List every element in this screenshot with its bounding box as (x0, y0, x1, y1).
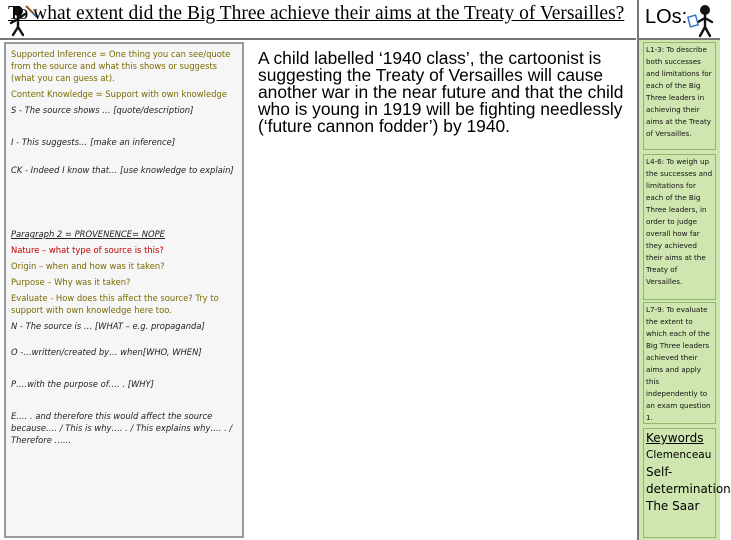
title-bar (0, 0, 636, 40)
los-label: LOs: (645, 6, 688, 28)
writing-guide-panel (4, 42, 244, 538)
content-knowledge-text: Content Knowledge = Support with own knowledge (11, 89, 227, 99)
i-line-text: I - This suggests… [make an inference] (11, 137, 176, 147)
supported-inference-text: Supported Inference = One thing you can see/quote from the source and what this shows or suggests (what you can guess at). (11, 49, 231, 83)
n-line-text: N - The source is … [WHAT – e.g. propaganda] (11, 321, 205, 331)
page-title: To what extent did the Big Three achieve their aims at the Treaty of Versailles? (8, 3, 625, 24)
ck-line-text: CK - Indeed I know that… [use knowledge to explain] (11, 165, 234, 175)
keywords-box (643, 428, 731, 538)
learning-objective-3: L7-9: To evaluate the extent to which each of the Big Three leaders achieved their aims and apply this independently to an exam question 1. (643, 302, 716, 424)
s-line-text: S - The source shows … [quote/description] (11, 105, 194, 115)
keyword-item: Self-determination (646, 465, 731, 496)
reading-figure-icon (685, 2, 719, 38)
nature-text: Nature – what type of source is this? (11, 245, 164, 255)
o-line-text: O -…written/created by… when[WHO, WHEN] (11, 347, 202, 357)
evaluate-text: Evaluate - How does this affect the source? Try to support with own knowledge here too. (11, 293, 219, 315)
paragraph2-heading: Paragraph 2 = PROVENENCE= NOPE (11, 229, 165, 239)
los-header (639, 0, 720, 40)
keyword-item: Clemenceau (646, 449, 712, 461)
source-analysis-text: A child labelled ‘1940 class’, the cartoonist is suggesting the Treaty of Versailles will cause another war in the near future and that the child who is young in 1919 will be fighting needlessly (‘future cannon fodder’) by 1940. (258, 48, 624, 136)
learning-objective-1: L1-3: To describe both successes and limitations for each of the Big Three leaders in achieving their aims at the Treaty of Versailles. (643, 42, 716, 150)
keywords-title: Keywords (646, 431, 704, 445)
p-line-text: P….with the purpose of…. . [WHY] (11, 379, 154, 389)
origin-text: Origin – when and how was it taken? (11, 261, 165, 271)
learning-objective-2: L4-6: To weigh up the successes and limitations for each of the Big Three leaders, in order to judge overall how far they achieved their aims at the Treaty of Versailles. (643, 154, 716, 300)
keyword-item: The Saar (646, 499, 700, 513)
purpose-text: Purpose – Why was it taken? (11, 277, 131, 287)
objectives-sidebar (637, 0, 731, 540)
e-line-text: E…. . and therefore this would affect the source because…. / This is why…. . / This explains why…. . / Therefore …… (11, 411, 233, 445)
